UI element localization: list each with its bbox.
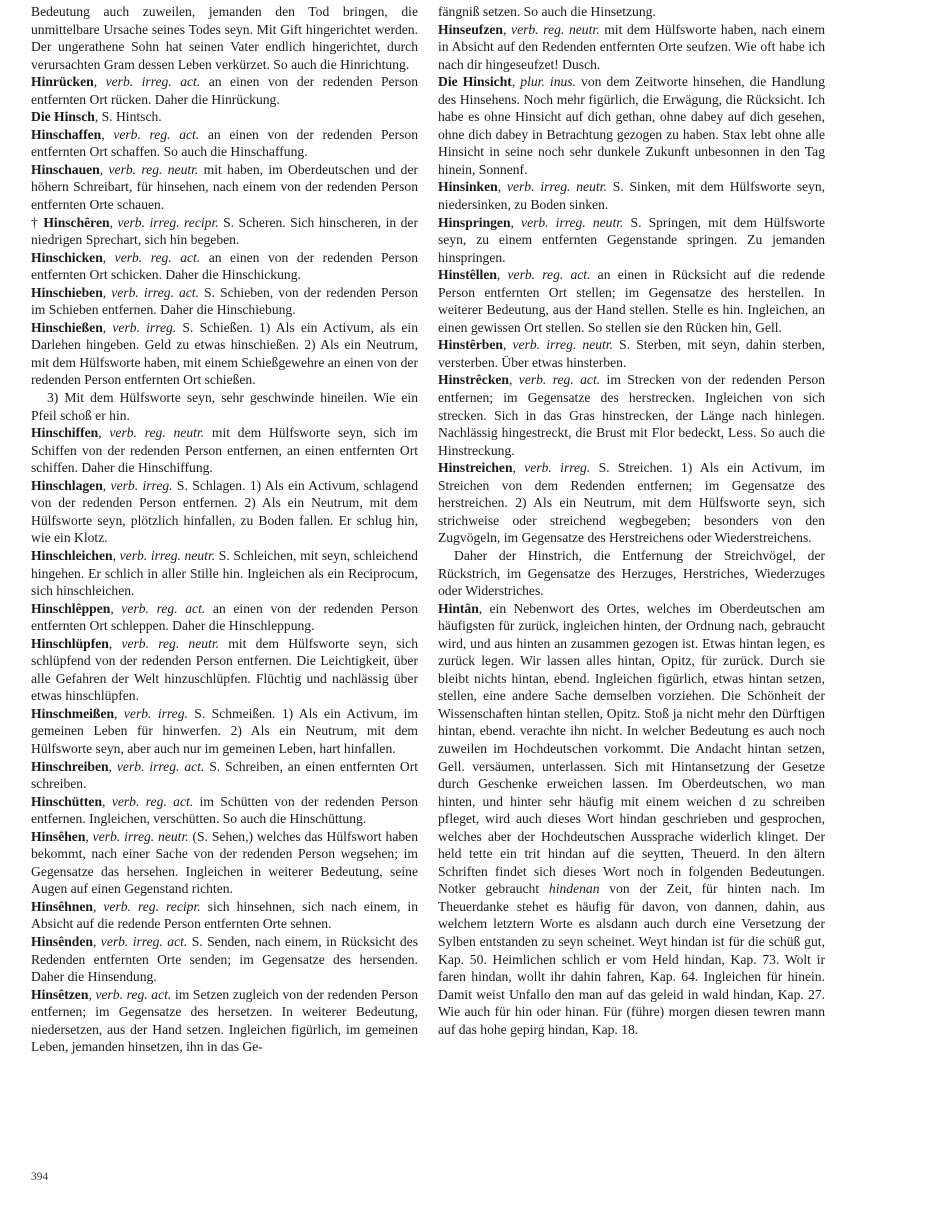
entry-grammar: verb. irreg. act. bbox=[116, 758, 205, 774]
entry-headword: Hinschêren bbox=[43, 214, 110, 230]
dictionary-entry: † Hinschêren, verb. irreg. recipr. S. Scheren. Sich hinscheren, in der niedrigen Sprechart, sich hin begeben. bbox=[31, 214, 418, 248]
entry-text: Daher der Hinstrich, die Entfernung der Streichvögel, der Rückstrich, im Gegensatze des Herzuges, Herstriches, Wiederzuges oder Widerstriches. bbox=[438, 547, 825, 599]
entry-text: fängniß setzen. So auch die Hinsetzung. bbox=[438, 4, 656, 19]
entry-text: mit dem Hülfsworte seyn, sich im Schiffen von der redenden Person entfernen, an einen entfernten Ort schiffen. Daher die Hinschiffung. bbox=[31, 425, 418, 476]
entry-headword: Hinsêtzen bbox=[31, 986, 89, 1002]
entry-text: von dem Zeitworte hinsehen, die Handlung des Hinsehens. Noch mehr figürlich, die Erwägung, die Rücksicht. Ich habe es ohne Hinsicht auf dich gethan, ohne dabey auf dich gesehen, ohne dich dabey in Betrachtung gezogen zu haben. Stax lebt ohne alle Hinsicht in seine noch sehr dunkele Zukunft unbesonnen in den Tag hinein, Sonnenf. bbox=[438, 74, 826, 177]
entry-grammar: verb. reg. recipr. bbox=[103, 898, 201, 914]
dictionary-entry: Hinsêhen, verb. irreg. neutr. (S. Sehen,) welches das Hülfswort haben bekommt, nach einer Sache von der redenden Person wegsehen; im Gegensatze das hersehen. Ingleichen in weiterer Bedeutung, seine Augen auf einen Gegenstand richten. bbox=[31, 828, 418, 897]
dictionary-entry: Hinschütten, verb. reg. act. im Schütten von der redenden Person entfernen. Ingleichen, verschütten. So auch die Hinschüttung. bbox=[31, 793, 418, 827]
dictionary-entry: Hinrücken, verb. irreg. act. an einen von der redenden Person entfernten Ort rücken. Daher die Hinrückung. bbox=[31, 74, 418, 107]
entry-text: S. Schlagen. 1) Als ein Activum, schlagend von der redenden Person entfernen. 2) Als ein Neutrum, mit dem Hülfsworte seyn, plötzlich hinfallen, zu Boden fallen. Er schlug hin, wie ein Klotz. bbox=[31, 477, 418, 546]
entry-headword: Hinsinken bbox=[438, 179, 498, 195]
entry-grammar: verb. reg. act. bbox=[95, 986, 172, 1002]
dictionary-entry: Hinschleichen, verb. irreg. neutr. S. Schleichen, mit seyn, schleichend hingehen. Er schlich in aller Stille hin. Ingleichen als ein Reciprocum, sich hinschleichen. bbox=[31, 547, 418, 599]
dictionary-entry: Hinsêtzen, verb. reg. act. im Setzen zugleich von der redenden Person entfernen; im Gegensatze des hersetzen. In weiterer Bedeutung, niedersetzen, aus der Hand setzen. Ingleichen figürlich, im gemeinen Leben, jemanden hinsetzen, ihn in das Ge- bbox=[31, 986, 418, 1055]
entry-text: S. Schießen. 1) Als ein Activum, als ein Darlehen hingeben. Geld zu etwas hinschießen. 2) Als ein Neutrum, mit dem Hülfsworte haben, mit einem Schießgewehre an einen von der redenden Person entfernten Ort schießen. bbox=[31, 319, 418, 388]
dictionary-entry: Hinstêrben, verb. irreg. neutr. S. Sterben, mit seyn, dahin sterben, versterben. Über etwas hinsterben. bbox=[438, 337, 825, 370]
entry-headword: Hintân bbox=[438, 600, 479, 616]
entry-headword: Hinschütten bbox=[31, 793, 103, 809]
entry-headword: Hinschlüpfen bbox=[31, 635, 109, 651]
dictionary-entry: Die Hinsicht, plur. inus. von dem Zeitworte hinsehen, die Handlung des Hinsehens. Noch mehr figürlich, die Erwägung, die Rücksicht. Ich habe es ohne Hinsicht auf dich gethan, ohne dabey auf dich gesehen, ohne dich dabey in Betrachtung gezogen zu haben. Stax lebt ohne alle Hinsicht in seine noch sehr dunkele Zukunft unbesonnen in den Tag hinein, Sonnenf. bbox=[438, 74, 826, 177]
dictionary-entry: Hinsinken, verb. irreg. neutr. S. Sinken, mit dem Hülfsworte seyn, niedersinken, zu Boden sinken. bbox=[438, 179, 826, 213]
entry-headword: Hinstêrben bbox=[438, 337, 503, 353]
dictionary-entry: Hinschieben, verb. irreg. act. S. Schieben, von der redenden Person im Schieben entfernen. Daher die Hinschiebung. bbox=[31, 284, 419, 318]
entry-text: 3) Mit dem Hülfsworte seyn, sehr geschwinde hineilen. Wie ein Pfeil schoß er hin. bbox=[31, 390, 418, 423]
entry-headword: Hinstêllen bbox=[438, 267, 497, 283]
entry-text: an einen von der redenden Person entfernten Ort schleppen. Daher die Hinschleppung. bbox=[31, 600, 419, 634]
entry-headword: Hinschaffen bbox=[31, 126, 102, 142]
entry-grammar: verb. reg. act. bbox=[114, 249, 201, 265]
entry-grammar: verb. irreg. neutr. bbox=[92, 828, 189, 844]
dictionary-entry: Hinstêllen, verb. reg. act. an einen in Rücksicht auf die redende Person entfernten Ort stellen; im Gegensatze des herstellen. In weiterer Bedeutung, aus der Hand stellen. Stelle es hin. Ingleichen, an einen gewissen Ort stellen. So stellen sie den Rücken hin, Gell. bbox=[438, 267, 826, 335]
entry-text: an einen von der redenden Person entfernten Ort rücken. Daher die Hinrückung. bbox=[31, 74, 418, 107]
entry-text: an einen in Rücksicht auf die redende Person entfernten Ort stellen; im Gegensatze des herstellen. In weiterer Bedeutung, aus der Hand stellen. Stelle es hin. Ingleichen, an einen gewissen Ort stellen. So stellen sie den Rücken hin, Gell. bbox=[438, 267, 826, 335]
page-number: 394 bbox=[31, 1171, 49, 1183]
dictionary-entry: Hinschreiben, verb. irreg. act. S. Schreiben, an einen entfernten Ort schreiben. bbox=[31, 758, 419, 792]
entry-text: S. Scheren. Sich hinscheren, in der niedrigen Sprechart, sich hin begeben. bbox=[31, 214, 418, 248]
entry-headword: Hinschreiben bbox=[31, 758, 109, 774]
dictionary-entry: Hinschlagen, verb. irreg. S. Schlagen. 1) Als ein Activum, schlagend von der redenden Person entfernen. 2) Als ein Neutrum, mit dem Hülfsworte seyn, plötzlich hinfallen, zu Boden fallen. Er schlug hin, wie ein Klotz. bbox=[31, 477, 418, 546]
entry-grammar: verb. irreg. bbox=[110, 477, 173, 493]
entry-headword: Hinschlagen bbox=[31, 477, 103, 493]
entry-text: S. Schieben, von der redenden Person im Schieben entfernen. Daher die Hinschiebung. bbox=[31, 284, 419, 318]
entry-headword: Hinschiffen bbox=[31, 425, 99, 441]
entry-text: sich hinsehnen, sich nach einem, in Absicht auf die redende Person entfernten Orte sehnen. bbox=[31, 898, 418, 932]
entry-grammar: verb. irreg. neutr. bbox=[119, 547, 216, 563]
entry-text: , ein Nebenwort des Ortes, welches im Oberdeutschen am häufigsten für zurück, ingleichen hinten, der Ordnung nach, gebraucht wird, und aus hinten an zusammen gezogen ist. Etwas hintan legen, es zurück legen. Wir lassen alles hintan, Opitz, für zurück. Durch sie bleibt nichts hintan, ebend. Ingleichen figürlich, etwas hintan setzen, stellen, eine andere Sache demselben vorziehen. Die Schönheit der Wissenschaften hintan stellen, Opitz. Stoß ja nicht mehr den Dürftigen hintan, ebend. verachte ihn nicht. In welcher Bedeutung es auch noch zuweilen im Hochdeutschen vorkommt. Die Andacht hintan setzen, Gell. versäumen, unterlassen. Sich mit Hintansetzung der Gesetze durch Geschenke erweichen lassen. Im Oberdeutschen, wo man hinten, und hinter sehr häufig mit einem weichen d zu schreiben pfleget, wird auch dieses Wort hindan geschrieben und gesprochen, welches aber der Hochdeutschen Aussprache widerlich klinget. Der held tette ein trit hindan auf die seytten, Theuerd. In den ältern Schriften findet sich dieses Wort noch in folgenden Bedeutungen. Notker gebraucht bbox=[438, 600, 825, 897]
entry-text: S. Senden, nach einem, in Rücksicht des Redenden entfernten Orte senden; im Gegensatze des hersenden. Daher die Hinsendung. bbox=[31, 933, 418, 985]
entry-headword: Hinschleichen bbox=[31, 547, 113, 563]
entry-grammar: verb. reg. act. bbox=[518, 372, 601, 388]
entry-text: S. Schmeißen. 1) Als ein Activum, im gemeinen Leben für hinwerfen. 2) Als ein Neutrum, mit dem Hülfsworte seyn, aber auch nur im gemeinen Leben, hart hinfallen. bbox=[31, 705, 419, 756]
entry-text: mit haben, im Oberdeutschen und der höhern Schreibart, für hinsehen, nach einem von der redenden Person entfernten Orte schauen. bbox=[31, 161, 419, 213]
entry-grammar: verb. irreg. act. bbox=[100, 933, 188, 949]
dictionary-entry: Hinsêhnen, verb. reg. recipr. sich hinsehnen, sich nach einem, in Absicht auf die redende Person entfernten Orte sehnen. bbox=[31, 898, 418, 932]
entry-grammar: verb. reg. neutr. bbox=[108, 161, 199, 177]
entry-headword: Hinspringen bbox=[438, 214, 511, 230]
dictionary-entry: Hinschlüpfen, verb. reg. neutr. mit dem Hülfsworte seyn, sich schlüpfend von der redenden Person entfernen. Die Leichtigkeit, über alle Gefahren der Welt hinzuschlüpfen. Flüchtig und nachlässig über etwas hinschlüpfen. bbox=[31, 635, 419, 704]
entry-text: im Schütten von der redenden Person entfernen. Ingleichen, verschütten. So auch die Hinschüttung. bbox=[31, 793, 418, 827]
entry-text: im Setzen zugleich von der redenden Person entfernen; im Gegensatze des hersetzen. In weiterer Bedeutung, niedersetzen, aus der Hand setzen. Ingleichen figürlich, im gemeinen Leben, jemanden hinsetzen, ihn in das Ge- bbox=[31, 986, 418, 1055]
entry-grammar: verb. reg. neutr. bbox=[109, 425, 205, 441]
entry-grammar: verb. reg. act. bbox=[111, 793, 194, 809]
entry-text: S. Schleichen, mit seyn, schleichend hingehen. Er schlich in aller Stille hin. Ingleichen als ein Reciprocum, sich hinschleichen. bbox=[31, 547, 418, 599]
entry-headword: Hinsêhnen bbox=[31, 898, 93, 914]
entry-headword: Hinrücken bbox=[31, 74, 94, 90]
entry-headword: Hinschmeißen bbox=[31, 705, 115, 721]
entry-grammar: verb. irreg. neutr. bbox=[506, 179, 607, 195]
dictionary-entry bbox=[438, 600, 825, 1039]
entry-grammar: verb. irreg. bbox=[112, 319, 177, 335]
dictionary-entry: Hinstrêcken, verb. reg. act. im Strecken von der redenden Person entfernen; im Gegensatze des herstrecken. Ingleichen von sich strecken. Sich in das Gras hinstrecken, der Länge nach hinlegen. Nachlässig hingestreckt, die Brust mit Flor bedeckt, Less. So auch die Hinstreckung. bbox=[438, 372, 826, 458]
dictionary-entry: Hinstreichen, verb. irreg. S. Streichen. 1) Als ein Activum, im Streichen von dem Redenden entfernen; im Gegensatze des herstreichen. 2) Als ein Neutrum, mit dem Hülfsworte seyn, sich strichweise oder streichend wegbegeben; besonders von den Zugvögeln, im Gegensatze des Herstreichens oder Wiederstreichens. bbox=[438, 460, 825, 546]
dictionary-entry bbox=[31, 389, 418, 424]
dictionary-entry: Hinschauen, verb. reg. neutr. mit haben, im Oberdeutschen und der höhern Schreibart, für hinsehen, nach einem von der redenden Person entfernten Orte schauen. bbox=[31, 161, 419, 213]
entry-grammar: verb. irreg. neutr. bbox=[512, 337, 613, 353]
entry-grammar: verb. irreg. bbox=[524, 460, 591, 476]
entry-text: mit dem Hülfsworte seyn, sich schlüpfend von der redenden Person entfernen. Die Leichtigkeit, über alle Gefahren der Welt hinzuschlüpfen. Flüchtig und nachlässig über etwas hinschlüpfen. bbox=[31, 635, 419, 704]
entry-mark: † bbox=[31, 214, 44, 230]
dictionary-entry bbox=[438, 547, 825, 600]
dictionary-entry: Hinschlêppen, verb. reg. act. an einen von der redenden Person entfernten Ort schleppen. Daher die Hinschleppung. bbox=[31, 600, 419, 634]
entry-headword: Hinseufzen bbox=[438, 21, 503, 37]
entry-grammar: verb. reg. act. bbox=[121, 600, 206, 616]
entry-text: , S. Hintsch. bbox=[94, 109, 162, 125]
dictionary-entry: Hinschaffen, verb. reg. act. an einen von der redenden Person entfernten Ort schaffen. So auch die Hinschaffung. bbox=[31, 126, 418, 160]
entry-grammar: verb. irreg. recipr. bbox=[117, 214, 219, 230]
entry-grammar: verb. irreg. bbox=[123, 705, 188, 721]
dictionary-entry: Hinschmeißen, verb. irreg. S. Schmeißen. 1) Als ein Activum, im gemeinen Leben für hinwerfen. 2) Als ein Neutrum, mit dem Hülfsworte seyn, aber auch nur im gemeinen Leben, hart hinfallen. bbox=[31, 705, 419, 756]
entry-headword: Hinschicken bbox=[31, 249, 103, 265]
entry-headword: Hinschlêppen bbox=[31, 600, 111, 616]
entry-headword: Hinstrêcken bbox=[438, 372, 509, 388]
entry-headword: Hinschieben bbox=[31, 284, 103, 300]
entry-headword: Die Hinsicht bbox=[438, 74, 512, 90]
entry-text: mit dem Hülfsworte haben, nach einem in Absicht auf den Redenden entfernten Orte seufzen. Wie oft habe ich nach dir hingeseufzet! Dusch. bbox=[438, 21, 826, 72]
dictionary-entry: Hinschiffen, verb. reg. neutr. mit dem Hülfsworte seyn, sich im Schiffen von der redenden Person entfernen, an einen entfernten Ort schiffen. Daher die Hinschiffung. bbox=[31, 425, 418, 476]
entry-grammar: verb. reg. neutr. bbox=[511, 21, 600, 37]
entry-text: S. Sterben, mit seyn, dahin sterben, versterben. Über etwas hinsterben. bbox=[438, 337, 825, 370]
dictionary-entry: Hinschicken, verb. reg. act. an einen von der redenden Person entfernten Ort schicken. Daher die Hinschickung. bbox=[31, 249, 418, 283]
entry-headword: Hinsênden bbox=[31, 933, 93, 949]
entry-text: S. Springen, mit dem Hülfsworte seyn, zu einem entfernten Gegenstande springen. Zu jemanden hinspringen. bbox=[438, 214, 826, 265]
dictionary-entry bbox=[438, 3, 825, 21]
entry-italic-word: hindenan bbox=[548, 881, 600, 897]
entry-text: an einen von der redenden Person entfernten Ort schaffen. So auch die Hinschaffung. bbox=[31, 126, 418, 160]
dictionary-entry bbox=[31, 3, 418, 73]
entry-text: S. Schreiben, an einen entfernten Ort schreiben. bbox=[31, 758, 419, 792]
entry-text: Bedeutung auch zuweilen, jemanden den Tod bringen, die unmittelbare Ursache seines Todes seyn. Mit Gift hingerichtet werden. Der ungerathene Sohn hat seinen Vater endlich hingerichtet, durch verursachten Gram dessen Leben verkürzet. So auch die Hinrichtung. bbox=[31, 4, 418, 72]
dictionary-entry bbox=[31, 108, 418, 126]
entry-text: von der Zeit, für hinten nach. Im Theuerdanke stehet es häufig für davon, von dannen, dahin, aus welchem letztern Worte es alsdann auch durch eine Versetzung der Sylben entstanden zu seyn scheinet. Weyt hindan ist für die schüß gut, Kap. 50. Heimlichen schlich er vom Held hindan, Kap. 73. Wolt ir faren hindan, wollt ihr dahin fahren, Kap. 64. Ingleichen für hinein. Damit weist Unfallo den man auf das geleid in wald hindan, Kap. 27. Wie auch für hin oder hinan. Für (führe) morgen diesen tewren mann auf das hohe gepirg hindan, Kap. 18. bbox=[438, 881, 825, 1037]
entry-grammar: verb. reg. neutr. bbox=[121, 635, 220, 651]
entry-text: im Strecken von der redenden Person entfernen; im Gegensatze des herstrecken. Ingleichen von sich strecken. Sich in das Gras hinstrecken, der Länge nach hinlegen. Nachlässig hingestreckt, die Brust mit Flor bedeckt, Less. So auch die Hinstreckung. bbox=[438, 372, 826, 458]
entry-text: (S. Sehen,) welches das Hülfswort haben bekommt, nach einer Sache von der redenden Person wegsehen; im Gegensatze das hersehen. Ingleichen in weiterer Bedeutung, seine Augen auf einen Gegenstand richten. bbox=[31, 828, 418, 897]
dictionary-entry: Hinspringen, verb. irreg. neutr. S. Springen, mit dem Hülfsworte seyn, zu einem entfernten Gegenstande springen. Zu jemanden hinspringen. bbox=[438, 214, 826, 265]
entry-grammar: verb. reg. act. bbox=[507, 267, 591, 283]
right-column bbox=[438, 3, 825, 1038]
entry-text: S. Streichen. 1) Als ein Activum, im Streichen von dem Redenden entfernen; im Gegensatze des herstreichen. 2) Als ein Neutrum, mit dem Hülfsworte seyn, sich strichweise oder streichend wegbegeben; besonders von den Zugvögeln, im Gegensatze des Herstreichens oder Wiederstreichens. bbox=[438, 460, 825, 546]
entry-grammar: verb. irreg. act. bbox=[105, 74, 201, 90]
entry-headword: Hinschießen bbox=[31, 319, 103, 335]
left-column bbox=[31, 3, 418, 1056]
entry-headword: Hinsêhen bbox=[31, 828, 86, 844]
dictionary-entry: Hinsênden, verb. irreg. act. S. Senden, nach einem, in Rücksicht des Redenden entfernten Orte senden; im Gegensatze des hersenden. Daher die Hinsendung. bbox=[31, 933, 418, 985]
dictionary-entry: Hinschießen, verb. irreg. S. Schießen. 1) Als ein Activum, als ein Darlehen hingeben. Geld zu etwas hinschießen. 2) Als ein Neutrum, mit dem Hülfsworte haben, mit einem Schießgewehre an einen von der redenden Person entfernten Ort schießen. bbox=[31, 319, 418, 388]
entry-grammar: verb. irreg. act. bbox=[111, 284, 199, 300]
entry-grammar: verb. reg. act. bbox=[113, 126, 200, 142]
entry-text: S. Sinken, mit dem Hülfsworte seyn, niedersinken, zu Boden sinken. bbox=[438, 179, 826, 213]
entry-headword: Hinstreichen bbox=[438, 460, 513, 476]
entry-text: an einen von der redenden Person entfernten Ort schicken. Daher die Hinschickung. bbox=[31, 249, 418, 283]
entry-grammar: verb. irreg. neutr. bbox=[521, 214, 624, 230]
entry-grammar: plur. inus. bbox=[520, 74, 576, 90]
entry-headword: Hinschauen bbox=[31, 161, 100, 177]
entry-headword: Die Hinsch bbox=[31, 109, 95, 125]
dictionary-entry: Hinseufzen, verb. reg. neutr. mit dem Hülfsworte haben, nach einem in Absicht auf den Redenden entfernten Orte seufzen. Wie oft habe ich nach dir hingeseufzet! Dusch. bbox=[438, 21, 826, 72]
